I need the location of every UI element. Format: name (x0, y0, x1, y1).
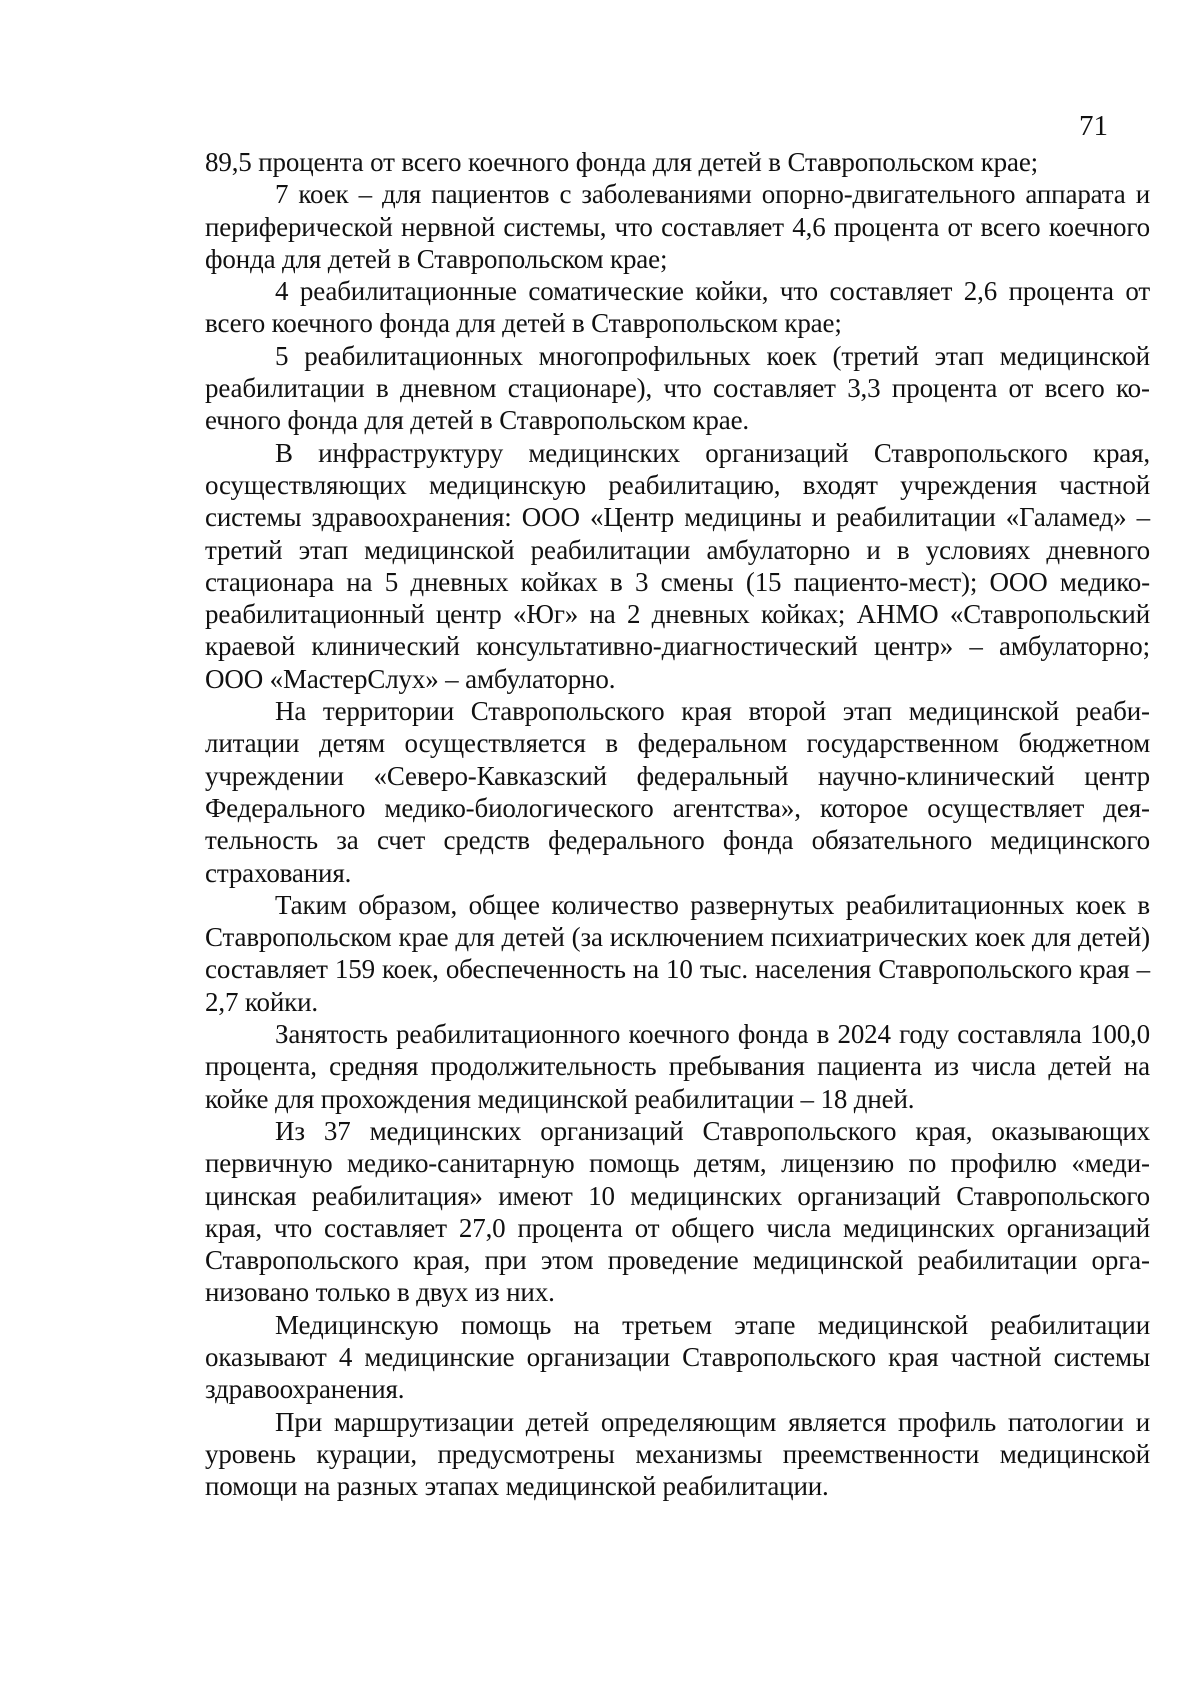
paragraph: 5 реабилитационных многопрофильных коек (третий этап медицинской реабилитации в дневном стационаре), что составляет 3,3 процента от всего коечного фонда для детей в Ставропольском крае. (205, 340, 1150, 436)
page-number: 71 (1079, 110, 1108, 142)
paragraph: Таким образом, общее количество развернутых реабилитационных коек в Ставропольском крае для детей (за исключением психиатрических коек для детей) составляет 159 коек, обеспеченность на 10 тыс. населения Ставропольского края – 2,7 койки. (205, 889, 1150, 1017)
paragraph: Занятость реабилитационного коечного фонда в 2024 году составляла 100,0 процента, средняя продолжительность пребывания пациента из числа детей на койке для прохождения медицинской реабилитации – 18 дней. (205, 1019, 1150, 1114)
paragraph-continuation: 89,5 процента от всего коечного фонда для детей в Ставропольском крае; (205, 147, 1039, 177)
paragraph: Из 37 медицинских организаций Ставропольского края, оказывающих первичную медико-санитарную помощь детям, лицензию по профилю «медицинская реабилитация» имеют 10 медицинских организаций Ставропольского края, что составляет 27,0 процента от общего числа медицинских организаций Ставропольского края, при этом проведение медицинской реабилитации организовано только в двух из них. (205, 1115, 1150, 1308)
document-body (205, 146, 1150, 1502)
paragraph: 4 реабилитационные соматические койки, что составляет 2,6 процента от всего коечного фонда для детей в Ставропольском крае; (205, 276, 1150, 339)
paragraph: В инфраструктуру медицинских организаций Ставропольского края, осуществляющих медицинскую реабилитацию, входят учреждения частной системы здравоохранения: ООО «Центр медицины и реабилитации «Галамед» – третий этап медицинской реабилитации амбулаторно и в условиях дневного стационара на 5 дневных койках в 3 смены (15 пациенто-мест); ООО медико-реабилитационный центр «Юг» на 2 дневных койках; АНМО «Ставропольский краевой клинический консультативно-диагностический центр» – амбулаторно; ООО «МастерСлух» – амбулаторно. (205, 437, 1150, 694)
paragraph: На территории Ставропольского края второй этап медицинской реабилитации детям осуществляется в федеральном государственном бюджетном учреждении «Северо-Кавказский федеральный научно-клинический центр Федерального медико-биологического агентства», которое осуществляет деятельность за счет средств федерального фонда обязательного медицинского страхования. (205, 696, 1150, 888)
paragraph: При маршрутизации детей определяющим является профиль патологии и уровень курации, предусмотрены механизмы преемственности медицинской помощи на разных этапах медицинской реабилитации. (205, 1406, 1150, 1502)
paragraph: 7 коек – для пациентов с заболеваниями опорно-двигательного аппарата и периферической нервной системы, что составляет 4,6 процента от всего коечного фонда для детей в Ставропольском крае; (205, 179, 1150, 274)
paragraph: Медицинскую помощь на третьем этапе медицинской реабилитации оказывают 4 медицинские организации Ставропольского края частной системы здравоохранения. (205, 1309, 1150, 1405)
